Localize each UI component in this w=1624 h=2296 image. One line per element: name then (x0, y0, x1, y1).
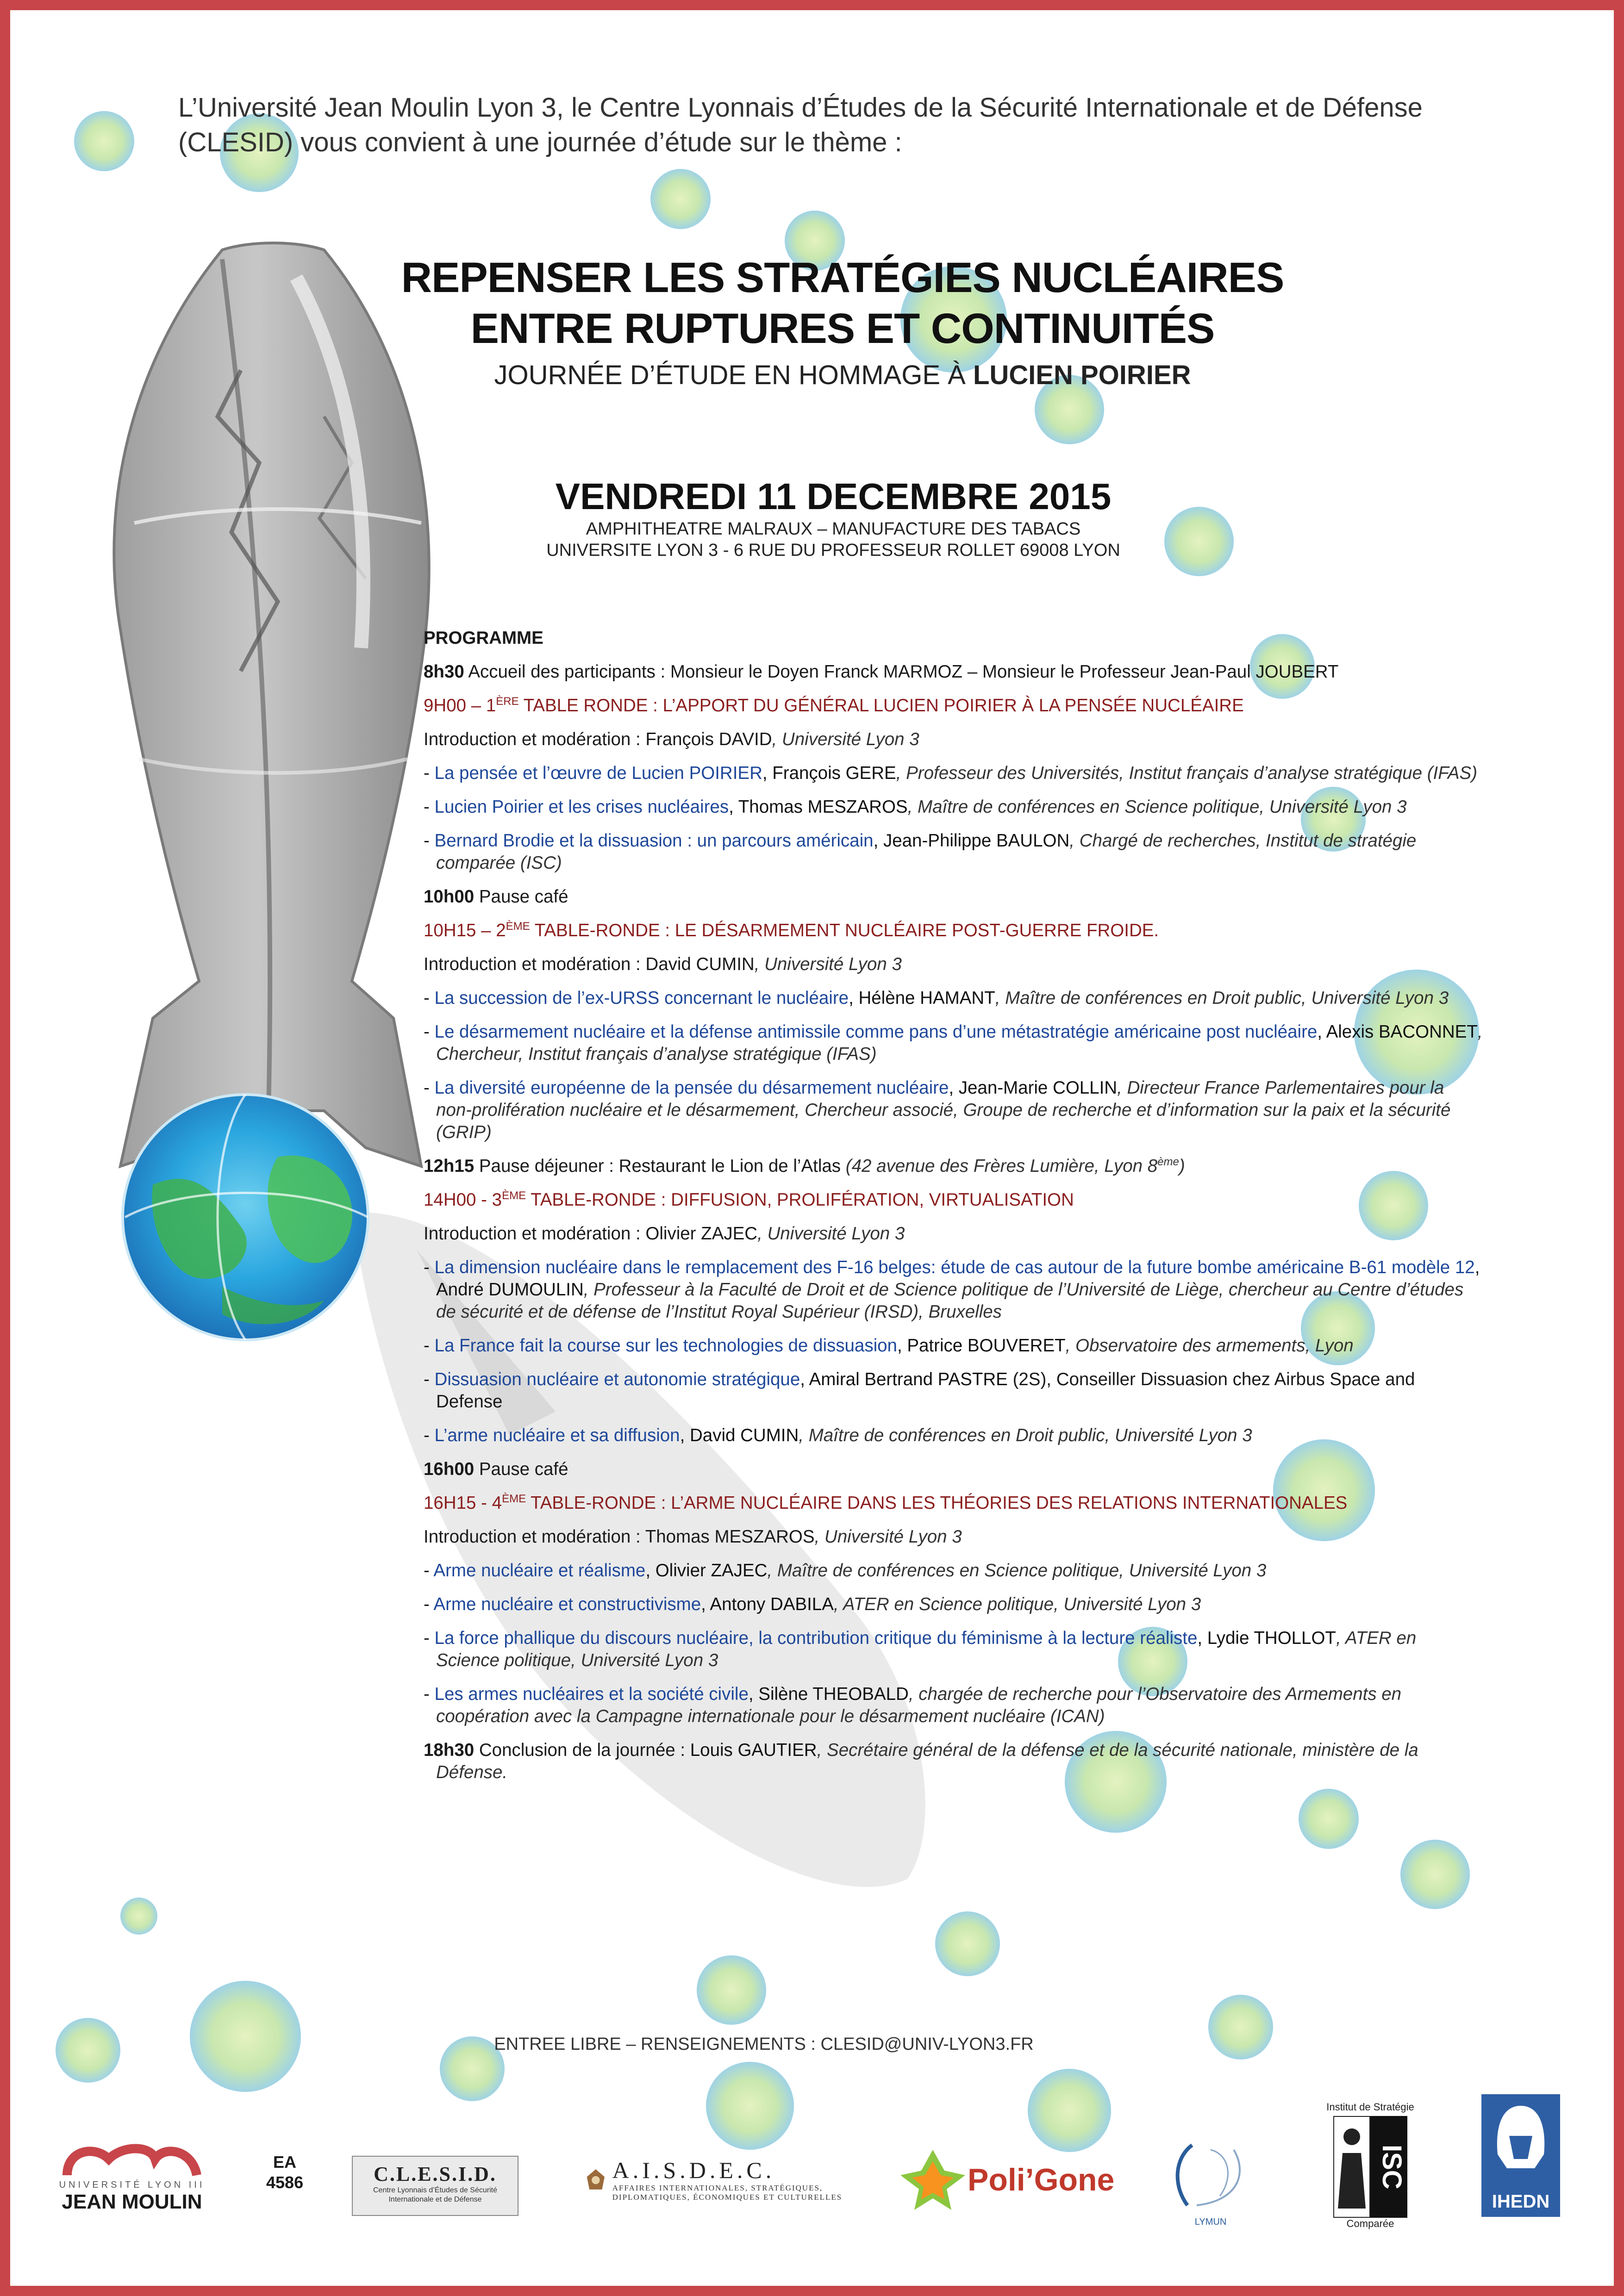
program-heading: PROGRAMME (424, 628, 543, 648)
moderator-affiliation: , Université Lyon 3 (772, 729, 919, 749)
coffee-break-2 (424, 1458, 1484, 1481)
main-title-line2: ENTRE RUPTURES ET CONTINUITÉS (470, 305, 1215, 352)
session-4-heading (424, 1492, 1484, 1514)
speaker-name: , Patrice BOUVERET (897, 1336, 1066, 1356)
speaker-name: , David CUMIN (680, 1425, 799, 1445)
aisdec-logo (586, 2157, 854, 2202)
program (424, 627, 1484, 1795)
ihedn-name: IHEDN (1492, 2191, 1550, 2212)
speaker-name: , Olivier ZAJEC (645, 1561, 768, 1580)
subtitle (398, 357, 1287, 394)
lunch-address-sup: ème (1157, 1156, 1179, 1169)
ihedn-logo (1481, 2094, 1560, 2217)
session-4-post: TABLE-RONDE : L’ARME NUCLÉAIRE DANS LES THÉORIES DES RELATIONS INTERNATIONALES (526, 1493, 1348, 1513)
talk: - La force phallique du discours nucléaire, la contribution critique du féminisme à la lecture réaliste, Lydie THOLLOT, ATER en Science politique, Université Lyon 3 (424, 1628, 1417, 1670)
talk: - Les armes nucléaires et la société civile, Silène THEOBALD, chargée de recherche pour l’Observatoire des Armements en coopération avec la Campagne internationale pour le désarmement nucléaire (ICAN) (424, 1684, 1402, 1726)
talk-title: Arme nucléaire et réalisme (433, 1561, 646, 1580)
clesid-logo (352, 2156, 518, 2216)
talk: - Arme nucléaire et constructivisme, Antony DABILA, ATER en Science politique, Université Lyon 3 (424, 1594, 1201, 1614)
clesid-subtitle: Centre Lyonnais d’Études de Sécurité Internationale et de Défense (373, 2186, 497, 2203)
lymun-laurel-icon (1169, 2136, 1252, 2215)
talk-title: Lucien Poirier et les crises nucléaires (434, 797, 729, 817)
talk-title: La France fait la course sur les technologies de dissuasion (434, 1336, 897, 1356)
subtitle-prefix: JOURNÉE D’ÉTUDE EN HOMMAGE À (494, 360, 966, 390)
lunch-address: (42 avenue des Frères Lumière, Lyon 8 (845, 1156, 1158, 1176)
closing-label: Conclusion de la journée : (474, 1740, 690, 1760)
session-1-post: TABLE RONDE : L’APPORT DU GÉNÉRAL LUCIEN POIRIER À LA PENSÉE NUCLÉAIRE (518, 696, 1244, 716)
session-1-heading (424, 695, 1484, 717)
speaker-name: , Antony DABILA (701, 1594, 834, 1614)
talk: - La pensée et l’œuvre de Lucien POIRIER, François GERE, Professeur des Universités, Institut français d’analyse stratégique (IFAS) (424, 763, 1478, 783)
talk-title: La succession de l’ex-URSS concernant le nucléaire (434, 988, 849, 1008)
event-date-block (463, 474, 1204, 561)
speaker-role: , ATER en Science politique, Université Lyon 3 (436, 1628, 1417, 1670)
talk: - Lucien Poirier et les crises nucléaires, Thomas MESZAROS, Maître de conférences en Science politique, Université Lyon 3 (424, 797, 1407, 817)
closing-row (424, 1739, 1484, 1784)
session-3-pre: 14H00 - 3 (424, 1190, 502, 1210)
talk-title: Les armes nucléaires et la société civile (434, 1684, 749, 1704)
moderation-label: Introduction et modération : (424, 1224, 646, 1244)
speaker-name: , Alexis BACONNET (1317, 1022, 1478, 1042)
lyon3-name: JEAN MOULIN (62, 2190, 202, 2213)
talk: - La diversité européenne de la pensée du désarmement nucléaire, Jean-Marie COLLIN, Directeur France Parlementaires pour la non-prolifération nucléaire et le désarmement, Chercheur associé, Groupe de recherche et d’information sur la paix et la sécurité (GRIP) (424, 1078, 1451, 1142)
isc-logo (1324, 2101, 1417, 2230)
session-4-sup: ÈME (502, 1493, 526, 1506)
session-1-sup: ÈRE (496, 695, 519, 708)
closing-time: 18h30 (424, 1740, 475, 1760)
moderation-label: Introduction et modération : (424, 954, 646, 974)
poligone-name: Poli’Gone (968, 2162, 1115, 2197)
isc-name: ISC (1370, 2116, 1407, 2218)
speaker-name: , Thomas MESZAROS (729, 797, 908, 817)
aisdec-emblem-icon (586, 2159, 606, 2200)
talk-title: Arme nucléaire et constructivisme (433, 1594, 701, 1614)
speaker-role: , Chargé de recherches, Institut de stratégie comparée (ISC) (436, 831, 1417, 873)
speaker-role: , Chercheur, Institut français d’analyse stratégique (IFAS) (436, 1022, 1483, 1064)
session-2-pre: 10H15 – 2 (424, 921, 506, 940)
speaker-role: , Observatoire des armements, Lyon (1065, 1336, 1354, 1356)
session-2-heading (424, 920, 1484, 942)
talk-title: L’arme nucléaire et sa diffusion (434, 1425, 680, 1445)
talk-title: La pensée et l’œuvre de Lucien POIRIER (434, 763, 762, 783)
break-time: 16h00 (424, 1459, 475, 1479)
moderator-affiliation: , Université Lyon 3 (757, 1224, 905, 1244)
lyon3-logo (58, 2140, 206, 2214)
aisdec-subtitle: AFFAIRES INTERNATIONALES, STRATÉGIQUES, DIPLOMATIQUES, ÉCONOMIQUES ET CULTURELLES (612, 2184, 843, 2202)
speaker-role: , Professeur des Universités, Institut français d’analyse stratégique (IFAS) (896, 763, 1478, 783)
venue-line1: AMPHITHEATRE MALRAUX – MANUFACTURE DES TABACS (586, 519, 1081, 539)
talk-title: La force phallique du discours nucléaire, la contribution critique du féminisme à la lecture réaliste (434, 1628, 1198, 1648)
break-label: Pause café (474, 1459, 568, 1479)
speaker-name: , Hélène HAMANT (849, 988, 995, 1008)
venue-line2: UNIVERSITE LYON 3 - 6 RUE DU PROFESSEUR ROLLET 69008 LYON (546, 541, 1120, 560)
isc-bottom-text: Comparée (1346, 2218, 1394, 2229)
lunch-address-close: ) (1179, 1156, 1185, 1176)
ea-line2: 4586 (266, 2173, 304, 2192)
moderator-name: Thomas MESZAROS (645, 1527, 815, 1547)
partner-logos (0, 2083, 1624, 2235)
clesid-name: C.L.E.S.I.D. (374, 2163, 497, 2185)
lunch-label: Pause déjeuner : Restaurant le Lion de l’Atlas (474, 1156, 846, 1176)
session-4-pre: 16H15 - 4 (424, 1493, 502, 1513)
ea-label (266, 2152, 303, 2193)
poligone-logo (898, 2147, 1114, 2212)
break-label: Pause café (474, 887, 568, 907)
lyon3-subtitle: UNIVERSITÉ LYON III (59, 2180, 205, 2190)
speaker-role: , Maître de conférences en Droit public, Université Lyon 3 (799, 1425, 1252, 1445)
title-block (398, 252, 1287, 394)
lunch-break (424, 1155, 1484, 1177)
speaker-name: , Lydie THOLLOT (1197, 1628, 1336, 1648)
speaker-role: , Maître de conférences en Science politique, Université Lyon 3 (907, 797, 1407, 817)
moderator-name: Olivier ZAJEC (645, 1224, 758, 1244)
moderator-name: David CUMIN (645, 954, 755, 974)
session-1-pre: 9H00 – 1 (424, 696, 496, 716)
speaker-name: , André DUMOULIN (436, 1257, 1480, 1300)
welcome-row (424, 661, 1484, 683)
event-date: VENDREDI 11 DECEMBRE 2015 (555, 476, 1112, 517)
speaker-name: , François GERE (762, 763, 896, 783)
session-3-moderation (424, 1223, 1484, 1245)
speaker-role: , Maître de conférences en Droit public, Université Lyon 3 (995, 988, 1449, 1008)
talk: - La France fait la course sur les technologies de dissuasion, Patrice BOUVERET, Observatoire des armements, Lyon (424, 1336, 1354, 1356)
break-time: 10h00 (424, 887, 475, 907)
welcome-label: Accueil des participants : Monsieur le Doyen Franck MARMOZ – Monsieur le Professeur Jean-Paul JOUBERT (468, 662, 1339, 682)
talk-title: La diversité européenne de la pensée du désarmement nucléaire (434, 1078, 949, 1098)
session-3-heading (424, 1189, 1484, 1211)
speaker-name: , Jean-Philippe BAULON (873, 831, 1070, 851)
session-2-post: TABLE-RONDE : LE DÉSARMEMENT NUCLÉAIRE POST-GUERRE FROIDE. (530, 921, 1159, 940)
session-1-moderation (424, 728, 1484, 751)
moderator-affiliation: , Université Lyon 3 (814, 1527, 962, 1547)
talk: - Arme nucléaire et réalisme, Olivier ZAJEC, Maître de conférences en Science politique, Université Lyon 3 (424, 1561, 1267, 1580)
speaker-role: , ATER en Science politique, Université Lyon 3 (833, 1594, 1201, 1614)
talk: - Le désarmement nucléaire et la défense antimissile comme pans d’une métastratégie américaine post nucléaire, Alexis BACONNET, Chercheur, Institut français d’analyse stratégique (IFAS) (424, 1022, 1483, 1064)
aisdec-name: A.I.S.D.E.C. (612, 2157, 775, 2183)
lunch-time: 12h15 (424, 1156, 475, 1176)
registration-info: ENTREE LIBRE – RENSEIGNEMENTS : CLESID@UNIV-LYON3.FR (494, 2035, 1034, 2054)
talk: - L’arme nucléaire et sa diffusion, David CUMIN, Maître de conférences en Droit public, Université Lyon 3 (424, 1425, 1252, 1445)
talk: - La succession de l’ex-URSS concernant le nucléaire, Hélène HAMANT, Maître de conférences en Droit public, Université Lyon 3 (424, 988, 1449, 1008)
session-2-sup: ÈME (506, 920, 530, 933)
ea-line1: EA (273, 2153, 297, 2172)
talk-title: Le désarmement nucléaire et la défense antimissile comme pans d’une métastratégie américaine post nucléaire (434, 1022, 1318, 1042)
moderation-label: Introduction et modération : (424, 729, 646, 749)
speaker-role: , Maître de conférences en Science politique, Université Lyon 3 (767, 1561, 1267, 1580)
welcome-time: 8h30 (424, 662, 464, 682)
coffee-break-1 (424, 886, 1484, 908)
session-4-moderation (424, 1526, 1484, 1548)
talk: - Bernard Brodie et la dissuasion : un parcours américain, Jean-Philippe BAULON, Chargé de recherches, Institut de stratégie comparée (ISC) (424, 831, 1417, 873)
closing-speaker: Louis GAUTIER (690, 1740, 817, 1760)
talk: - La dimension nucléaire dans le remplacement des F-16 belges: étude de cas autour de la future bombe américaine B-61 modèle 12, André DUMOULIN, Professeur à la Faculté de Droit et de Science politique de l’Université de Liège, chercheur au Centre d’études de sécurité et de défense de l’Institut Royal Supérieur (IRSD), Bruxelles (424, 1257, 1480, 1322)
speaker-name: , Jean-Marie COLLIN (949, 1078, 1118, 1098)
session-3-sup: ÈME (502, 1189, 526, 1202)
speaker-role: (2S), Conseiller Dissuasion chez Airbus Space and Defense (436, 1369, 1415, 1412)
lymun-name: LYMUN (1194, 2217, 1227, 2227)
session-2-moderation (424, 953, 1484, 976)
talk: - Dissuasion nucléaire et autonomie stratégique, Amiral Bertrand PASTRE (2S), Conseiller Dissuasion chez Airbus Space and Defense (424, 1369, 1415, 1412)
subtitle-name: LUCIEN POIRIER (973, 360, 1191, 390)
closing-role: , Secrétaire général de la défense et de la sécurité nationale, ministère de la Défense. (436, 1740, 1418, 1782)
isc-figure-icon (1333, 2116, 1370, 2218)
moderation-label: Introduction et modération : (424, 1527, 645, 1547)
isc-top-text: Institut de Stratégie (1326, 2101, 1414, 2113)
moderator-affiliation: , Université Lyon 3 (754, 954, 902, 974)
talk-title: La dimension nucléaire dans le remplacement des F-16 belges: étude de cas autour de la future bombe américaine B-61 modèle 12 (434, 1257, 1475, 1277)
ihedn-helmet-icon (1481, 2094, 1560, 2187)
talk-title: Dissuasion nucléaire et autonomie stratégique (434, 1369, 800, 1389)
speaker-name: , Silène THEOBALD (748, 1684, 909, 1704)
speaker-role: , chargée de recherche pour l’Observatoire des Armements en coopération avec la Campagne internationale pour le désarmement nucléaire (ICAN) (436, 1684, 1402, 1726)
poligone-star-icon (898, 2147, 968, 2212)
speaker-role: , Directeur France Parlementaires pour la non-prolifération nucléaire et le désarmement, Chercheur associé, Groupe de recherche et d’information sur la paix et la sécurité (GRIP) (436, 1078, 1451, 1142)
lyon3-arches-icon (58, 2140, 206, 2178)
moderator-name: François DAVID (645, 729, 772, 749)
speaker-role: , Professeur à la Faculté de Droit et de Science politique de l’Université de Liège, chercheur au Centre d’études de sécurité et de défense de l’Institut Royal Supérieur (IRSD), Bruxelles (436, 1280, 1464, 1322)
lymun-logo (1169, 2136, 1252, 2228)
speaker-name: , Amiral Bertrand PASTRE (800, 1369, 1008, 1389)
intro-text: L’Université Jean Moulin Lyon 3, le Centre Lyonnais d’Études de la Sécurité Internationale et de Défense (CLESID) vous convient à une journée d’étude sur le thème : (178, 93, 1423, 157)
talk-title: Bernard Brodie et la dissuasion : un parcours américain (434, 831, 874, 851)
main-title-line1: REPENSER LES STRATÉGIES NUCLÉAIRES (401, 254, 1284, 301)
session-3-post: TABLE-RONDE : DIFFUSION, PROLIFÉRATION, VIRTUALISATION (526, 1190, 1074, 1210)
